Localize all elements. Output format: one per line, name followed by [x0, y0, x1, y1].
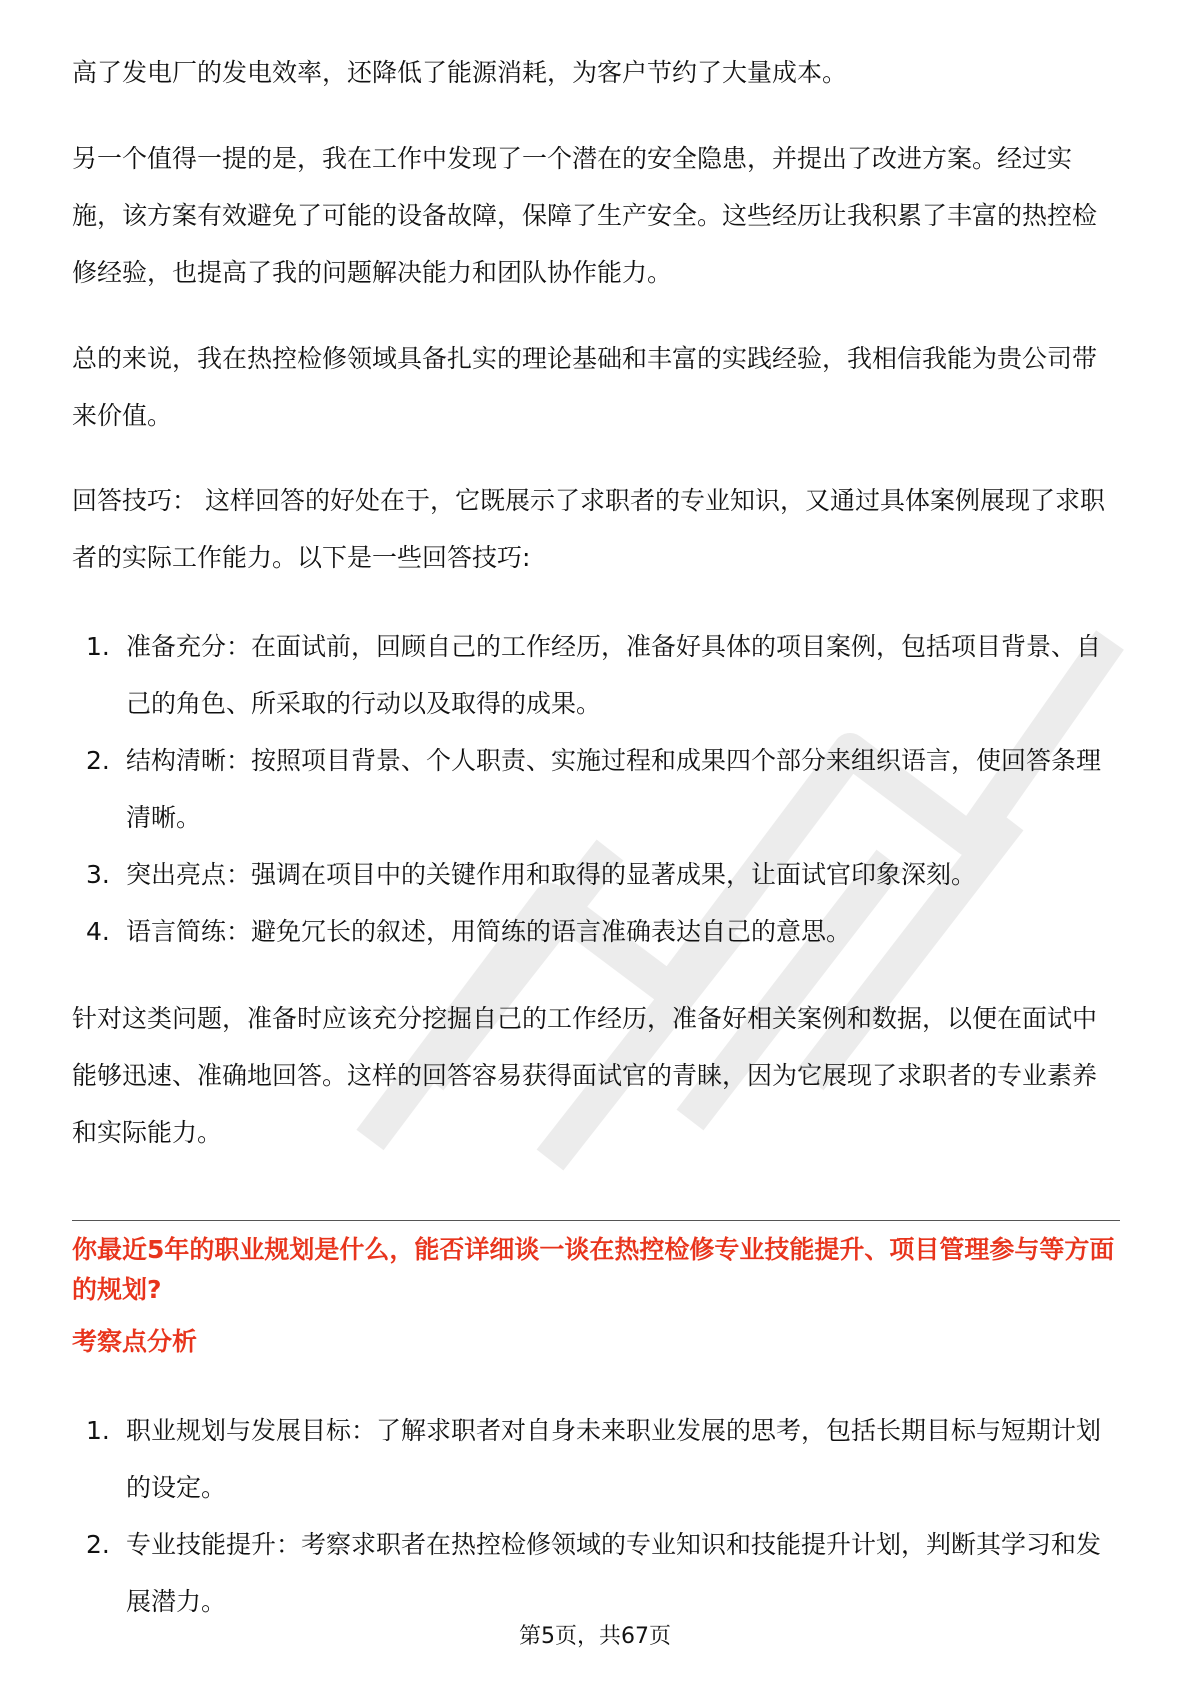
list-number: 1. [86, 632, 110, 661]
list-item-text: 结构清晰：按照项目背景、个人职责、实施过程和成果四个部分来组织语言，使回答条理清晰。 [126, 746, 1102, 832]
list-item [72, 846, 1120, 903]
list-item-text: 语言简练：避免冗长的叙述，用简练的语言准确表达自己的意思。 [126, 917, 852, 946]
paragraph-intro: 高了发电厂的发电效率，还降低了能源消耗，为客户节约了大量成本。 [72, 58, 848, 87]
list-item [72, 1402, 1120, 1516]
list-number: 3. [86, 860, 110, 889]
list-item [72, 903, 1120, 960]
list-number: 4. [86, 917, 110, 946]
list-item [72, 618, 1120, 732]
question-heading: 你最近5年的职业规划是什么，能否详细谈一谈在热控检修专业技能提升、项目管理参与等方面的规划? [72, 1235, 1115, 1304]
page-footer: 第5页，共67页 [519, 1624, 671, 1649]
list-item-text: 准备充分：在面试前，回顾自己的工作经历，准备好具体的项目案例，包括项目背景、自己的角色、所采取的行动以及取得的成果。 [126, 632, 1102, 718]
list-number: 2. [86, 746, 110, 775]
paragraph-summary: 总的来说，我在热控检修领域具备扎实的理论基础和丰富的实践经验，我相信我能为贵公司带来价值。 [72, 344, 1098, 430]
list-number: 2. [86, 1530, 110, 1559]
analysis-heading: 考察点分析 [72, 1327, 198, 1356]
paragraph-conclusion: 针对这类问题，准备时应该充分挖掘自己的工作经历，准备好相关案例和数据，以便在面试中能够迅速、准确地回答。这样的回答容易获得面试官的青睐，因为它展现了求职者的专业素养和实际能力。 [72, 1004, 1098, 1147]
paragraph-safety-hazard: 另一个值得一提的是，我在工作中发现了一个潜在的安全隐患，并提出了改进方案。经过实施，该方案有效避免了可能的设备故障，保障了生产安全。这些经历让我积累了丰富的热控检修经验，也提高了我的问题解决能力和团队协作能力。 [72, 144, 1098, 287]
list-item-text: 突出亮点：强调在项目中的关键作用和取得的显著成果，让面试官印象深刻。 [126, 860, 977, 889]
list-item-text: 职业规划与发展目标：了解求职者对自身未来职业发展的思考，包括长期目标与短期计划的设定。 [126, 1416, 1102, 1502]
tips-list [72, 618, 1120, 960]
paragraph-answer-tips: 回答技巧： 这样回答的好处在于，它既展示了求职者的专业知识，又通过具体案例展现了求职者的实际工作能力。以下是一些回答技巧: [72, 486, 1105, 572]
list-item [72, 732, 1120, 846]
section-divider [72, 1220, 1120, 1221]
list-item [72, 1516, 1120, 1630]
list-item-text: 专业技能提升：考察求职者在热控检修领域的专业知识和技能提升计划，判断其学习和发展潜力。 [126, 1530, 1102, 1616]
list-number: 1. [86, 1416, 110, 1445]
analysis-list [72, 1402, 1120, 1630]
